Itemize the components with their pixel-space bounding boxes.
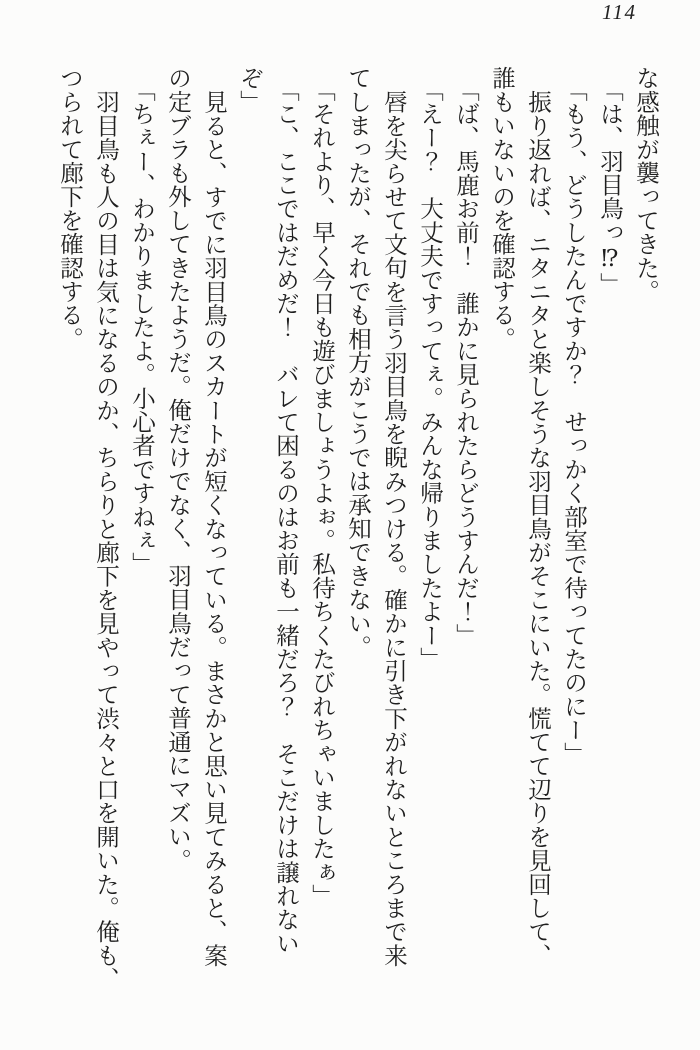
text-line: 「ちぇー、わかりましたよ。小心者ですねぇ」 — [128, 78, 154, 576]
text-line: つられて廊下を確認する。 — [56, 66, 82, 351]
text-line: 振り返れば、ニタニタと楽しそうな羽目鳥がそこにいた。慌てて辺りを見回して、 — [524, 90, 550, 967]
page-number: 114 — [602, 0, 637, 24]
text-line: 「は、羽目鳥っ⁉」 — [596, 78, 622, 296]
text-line: てしまったが、それでも相方がこうでは承知できない。 — [344, 66, 370, 659]
text-line: 「ば、馬鹿お前！ 誰かに見られたらどうすんだ！」 — [452, 78, 478, 647]
vertical-text-block — [51, 66, 663, 1011]
text-line: 唇を尖らせて文句を言う羽目鳥を睨みつける。確かに引き下がれないところまで来 — [380, 90, 406, 967]
text-line: の定ブラも外してきたようだ。俺だけでなく、羽目鳥だって普通にマズい。 — [164, 66, 190, 872]
text-line: 「こ、ここではだめだ！ バレて困るのはお前も一緒だろ？ そこだけは譲れない — [272, 78, 298, 955]
text-line: 「それより、早く今日も遊びましょうよぉ。私待ちくたびれちゃいましたぁ」 — [308, 78, 334, 908]
text-line: 「もう、どうしたんですか？ せっかく部室で待ってたのにー」 — [560, 78, 586, 766]
text-line: ぞ」 — [236, 66, 262, 114]
text-line: な感触が襲ってきた。 — [632, 66, 658, 303]
text-line: 誰もいないのを確認する。 — [488, 66, 514, 351]
text-line: 羽目鳥も人の目は気になるのか、ちらりと廊下を見やって渋々と口を開いた。俺も、 — [92, 90, 118, 991]
text-line: 見ると、すでに羽目鳥のスカートが短くなっている。まさかと思い見てみると、案 — [200, 90, 226, 967]
text-line: 「えー？ 大丈夫ですってぇ。みんな帰りましたよー」 — [416, 78, 442, 671]
